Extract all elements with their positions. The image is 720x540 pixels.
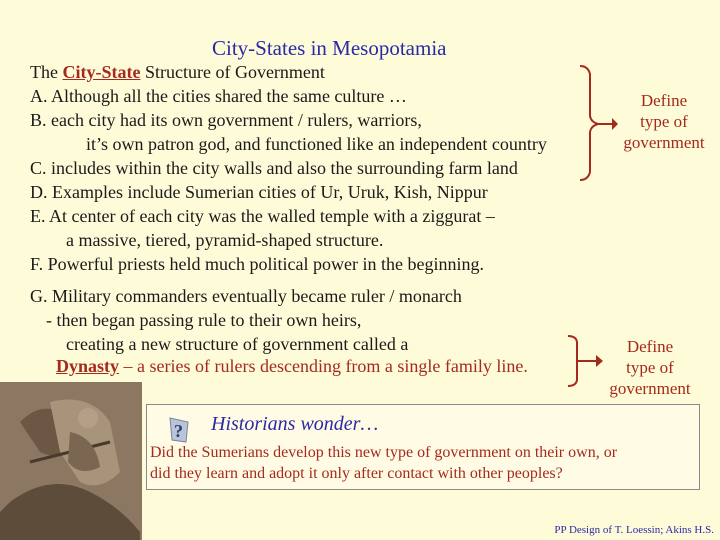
dynasty-term: Dynasty: [56, 356, 120, 376]
item-g-line2: - then began passing rule to their own heirs,: [46, 310, 362, 330]
item-g-line4: [56, 355, 528, 377]
define-top-line2: type of: [640, 112, 688, 131]
assyrian-relief-image: [0, 382, 142, 540]
define-bottom-line3: government: [609, 379, 691, 398]
define-top-line3: government: [623, 133, 705, 152]
item-c: C. includes within the city walls and also the surrounding farm land: [30, 158, 518, 178]
define-top-line1: Define: [640, 91, 688, 110]
define-bottom-line1: Define: [626, 337, 674, 356]
item-d: D. Examples include Sumerian cities of Ur, Uruk, Kish, Nippur: [30, 182, 488, 202]
define-label-bottom: [600, 336, 700, 399]
relief-figure-illustration: [0, 382, 142, 540]
define-bottom-line2: type of: [626, 358, 674, 377]
callout-heading: Historians wonder…: [211, 413, 379, 435]
page-title: City-States in Mesopotamia: [212, 36, 447, 60]
item-g-line1: G. Military commanders eventually became ruler / monarch: [30, 286, 462, 306]
callout-question-line2: did they learn and adopt it only after contact with other peoples?: [150, 465, 563, 482]
item-e-line2: a massive, tiered, pyramid-shaped structure.: [66, 230, 384, 250]
item-e-line1: E. At center of each city was the walled temple with a ziggurat –: [30, 206, 495, 226]
question-mark-icon: [168, 416, 190, 444]
dynasty-definition: – a series of rulers descending from a single family line.: [119, 356, 528, 376]
item-b-line1: B. each city had its own government / rulers, warriors,: [30, 110, 422, 130]
heading-prefix: The: [30, 62, 63, 82]
city-state-term: City-State: [62, 62, 141, 82]
item-g-line3: creating a new structure of government called a: [66, 334, 409, 354]
svg-text:?: ?: [174, 421, 183, 441]
define-label-top: [614, 90, 714, 153]
heading-suffix: Structure of Government: [140, 62, 325, 82]
section-heading: [30, 61, 325, 83]
callout-question-line1: Did the Sumerians develop this new type of government on their own, or: [150, 444, 618, 461]
item-a: A. Although all the cities shared the same culture …: [30, 86, 407, 106]
top-brace-arrow: [578, 64, 618, 184]
slide-credit: PP Design of T. Loessin; Akins H.S.: [554, 524, 714, 536]
item-b-line2: it’s own patron god, and functioned like an independent country: [86, 134, 547, 154]
item-f: F. Powerful priests held much political power in the beginning.: [30, 254, 484, 274]
